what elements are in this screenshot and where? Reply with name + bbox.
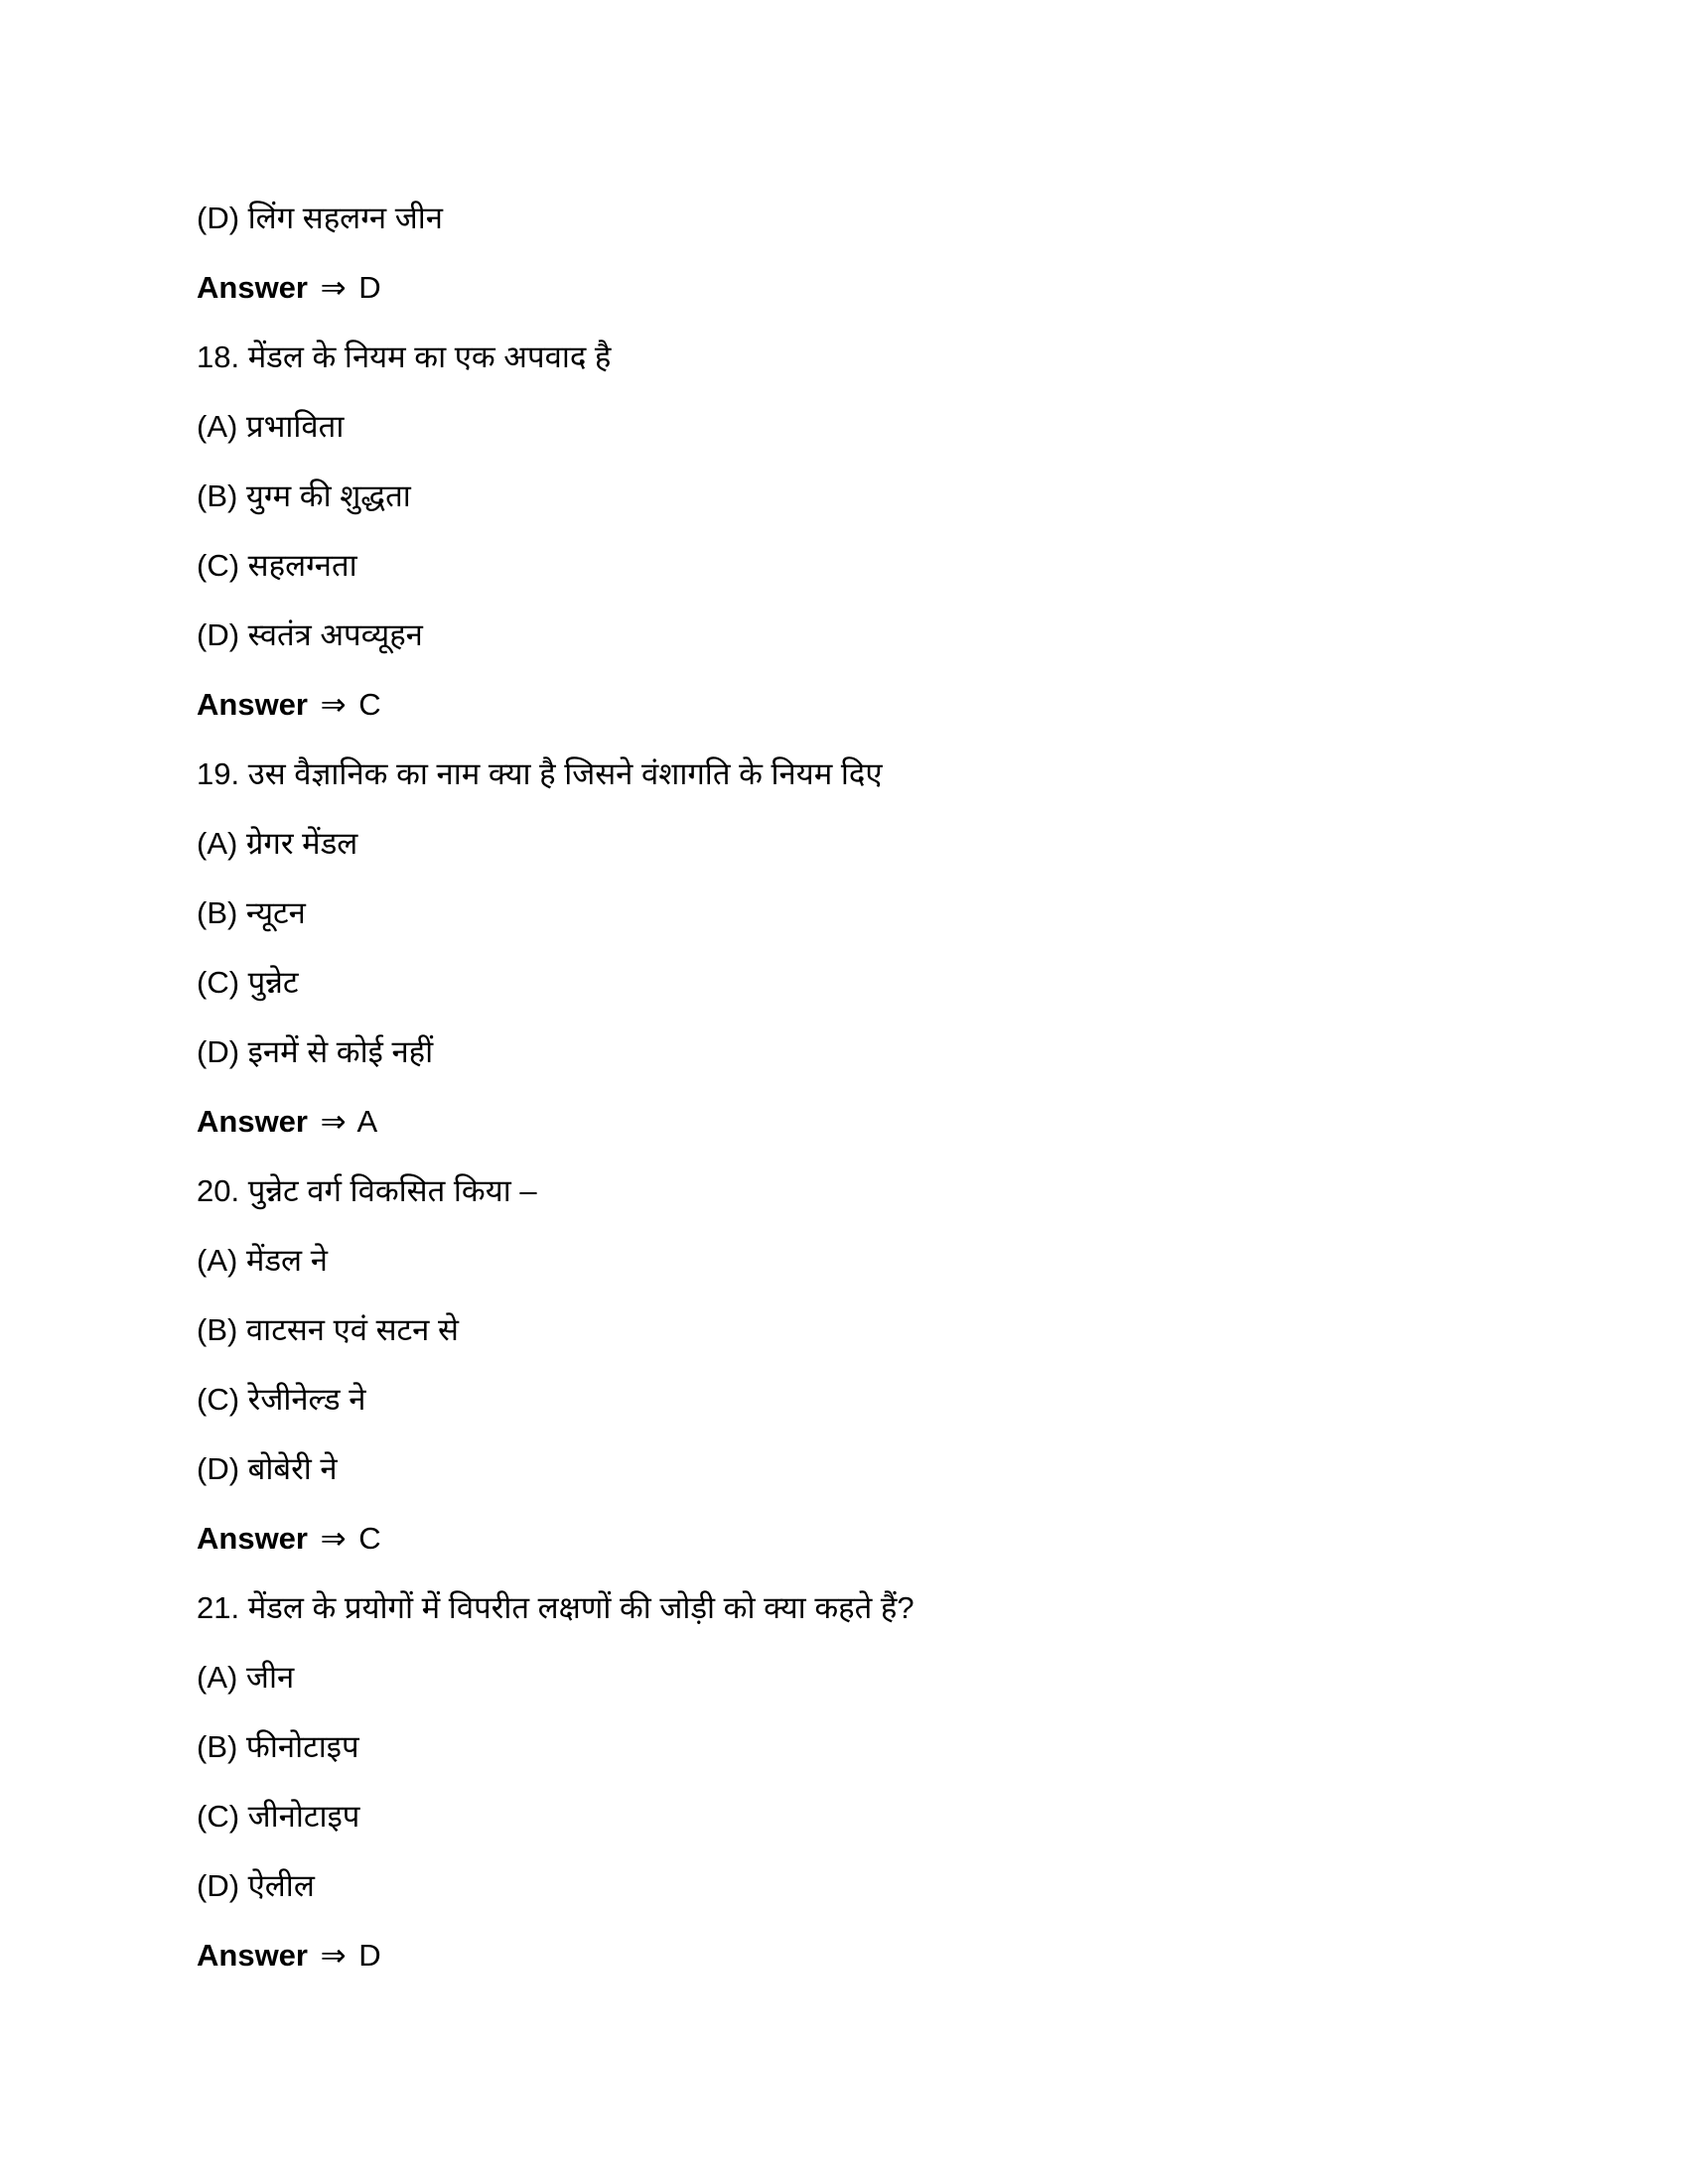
answer-q20 — [197, 1515, 1487, 1584]
question-text: उस वैज्ञानिक का नाम क्या है जिसने वंशागति के नियम दिए — [247, 756, 883, 791]
question-number: 21. — [197, 1590, 240, 1625]
implies-arrow-icon: ⇒ — [320, 1521, 347, 1556]
option-b-q20: (B) वाटसन एवं सटन से — [197, 1312, 459, 1347]
question-19 — [197, 751, 1487, 820]
answer-q19 — [197, 1098, 1487, 1167]
question-number: 18. — [197, 340, 240, 374]
answer-label: Answer — [197, 270, 308, 305]
option-d-q18: (D) स्वतंत्र अपव्यूहन — [197, 617, 423, 652]
question-text: मेंडल के प्रयोगों में विपरीत लक्षणों की जोड़ी को क्या कहते हैं? — [247, 1590, 914, 1625]
option-a-q20: (A) मेंडल ने — [197, 1243, 328, 1278]
option-a-q19: (A) ग्रेगर मेंडल — [197, 826, 358, 861]
option-d-q21: (D) ऐलील — [197, 1868, 315, 1903]
implies-arrow-icon: ⇒ — [320, 1938, 347, 1973]
answer-value: D — [358, 270, 381, 305]
implies-arrow-icon: ⇒ — [320, 270, 347, 305]
question-20 — [197, 1167, 1487, 1237]
option-a-q18: (A) प्रभाविता — [197, 409, 345, 444]
document-page — [197, 195, 1487, 2001]
answer-label: Answer — [197, 1521, 308, 1556]
option-c-q19: (C) पुन्नेट — [197, 965, 299, 1000]
implies-arrow-icon: ⇒ — [320, 687, 347, 722]
answer-label: Answer — [197, 1104, 308, 1139]
option-a-q21: (A) जीन — [197, 1660, 295, 1695]
answer-q21 — [197, 1932, 1487, 2001]
answer-value: A — [356, 1104, 378, 1139]
option-d-q20: (D) बोबेरी ने — [197, 1451, 338, 1486]
answer-value: C — [358, 687, 381, 722]
question-18 — [197, 334, 1487, 403]
question-number: 20. — [197, 1173, 240, 1208]
option-d-q19: (D) इनमें से कोई नहीं — [197, 1034, 434, 1069]
answer-value: C — [358, 1521, 381, 1556]
question-number: 19. — [197, 756, 240, 791]
question-text: मेंडल के नियम का एक अपवाद है — [247, 340, 612, 374]
option-b-q21: (B) फीनोटाइप — [197, 1729, 359, 1764]
answer-label: Answer — [197, 1938, 308, 1973]
option-b-q19: (B) न्यूटन — [197, 895, 306, 930]
option-b-q18: (B) युग्म की शुद्धता — [197, 478, 411, 513]
answer-q17 — [197, 264, 1487, 334]
option-c-q20: (C) रेजीनेल्ड ने — [197, 1382, 366, 1417]
implies-arrow-icon: ⇒ — [320, 1104, 347, 1139]
answer-q18 — [197, 681, 1487, 751]
question-21 — [197, 1584, 1487, 1654]
answer-label: Answer — [197, 687, 308, 722]
question-text: पुन्नेट वर्ग विकसित किया – — [247, 1173, 537, 1208]
option-c-q21: (C) जीनोटाइप — [197, 1799, 360, 1834]
answer-value: D — [358, 1938, 381, 1973]
option-c-q18: (C) सहलग्नता — [197, 548, 357, 583]
option-d-q17: (D) लिंग सहलग्न जीन — [197, 201, 443, 235]
